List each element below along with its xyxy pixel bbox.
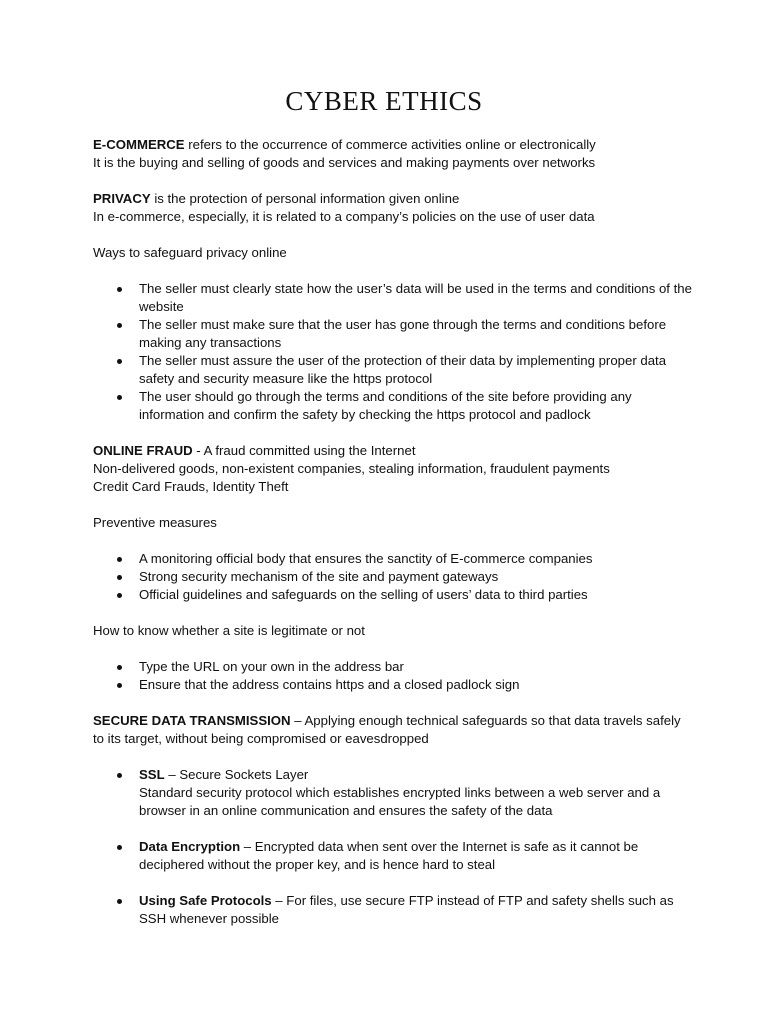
ssl-detail: Standard security protocol which establishes encrypted links between a web server and a browser in an online communication and ensures the safety of the data [139, 785, 661, 818]
ssl-term: SSL [139, 767, 165, 782]
fraud-term: ONLINE FRAUD [93, 443, 193, 458]
secure-list [93, 766, 693, 820]
list-item: Strong security mechanism of the site and payment gateways [139, 568, 693, 586]
encryption-list [93, 838, 693, 874]
fraud-definition [93, 442, 693, 460]
list-item: The seller must assure the user of the protection of their data by implementing proper data safety and security measure like the https protocol [139, 352, 693, 388]
protocols-def: – For files, use secure FTP instead of FTP and safety shells such as SSH whenever possible [139, 893, 674, 926]
safeguard-heading: Ways to safeguard privacy online [93, 245, 287, 260]
list-item [139, 892, 693, 928]
protocols-term: Using Safe Protocols [139, 893, 272, 908]
list-item: Type the URL on your own in the address bar [139, 658, 693, 676]
privacy-line2: In e-commerce, especially, it is related to a company’s policies on the use of user data [93, 209, 595, 224]
ecommerce-definition [93, 136, 693, 154]
list-item: The user should go through the terms and conditions of the site before providing any information and confirm the safety by checking the https protocol and padlock [139, 388, 693, 424]
privacy-term: PRIVACY [93, 191, 151, 206]
encryption-term: Data Encryption [139, 839, 241, 854]
privacy-definition [93, 190, 693, 208]
list-item: The seller must clearly state how the user’s data will be used in the terms and conditions of the website [139, 281, 692, 314]
legit-heading: How to know whether a site is legitimate or not [93, 623, 365, 638]
list-item [139, 766, 693, 820]
secure-definition [93, 712, 693, 748]
list-item: Official guidelines and safeguards on the selling of users’ data to third parties [139, 586, 693, 604]
encryption-def: – Encrypted data when sent over the Internet is safe as it cannot be deciphered without the proper key, and is hence hard to steal [139, 839, 639, 872]
legit-list [93, 658, 693, 694]
ecommerce-term: E-COMMERCE [93, 137, 185, 152]
document-body [93, 136, 693, 928]
protocols-list [93, 892, 693, 928]
list-item: The seller must make sure that the user has gone through the terms and conditions before making any transactions [139, 316, 693, 352]
preventive-heading: Preventive measures [93, 515, 217, 530]
ecommerce-def: refers to the occurrence of commerce activities online or electronically [184, 137, 596, 152]
secure-term: SECURE DATA TRANSMISSION [93, 713, 291, 728]
safeguard-list [93, 280, 693, 424]
privacy-def: is the protection of personal information given online [150, 191, 460, 206]
list-item: Ensure that the address contains https and a closed padlock sign [139, 676, 693, 694]
fraud-def: - A fraud committed using the Internet [192, 443, 416, 458]
secure-def: – Applying enough technical safeguards so that data travels safely to its target, without being compromised or eavesdropped [93, 713, 681, 746]
page-title: CYBER ETHICS [285, 86, 483, 116]
preventive-list [93, 550, 693, 604]
fraud-line2: Non-delivered goods, non-existent companies, stealing information, fraudulent payments [93, 461, 610, 476]
list-item: A monitoring official body that ensures the sanctity of E-commerce companies [139, 550, 693, 568]
ssl-def: – Secure Sockets Layer [164, 767, 309, 782]
list-item [139, 838, 693, 874]
fraud-line3: Credit Card Frauds, Identity Theft [93, 479, 289, 494]
ecommerce-line2: It is the buying and selling of goods and services and making payments over networks [93, 155, 596, 170]
